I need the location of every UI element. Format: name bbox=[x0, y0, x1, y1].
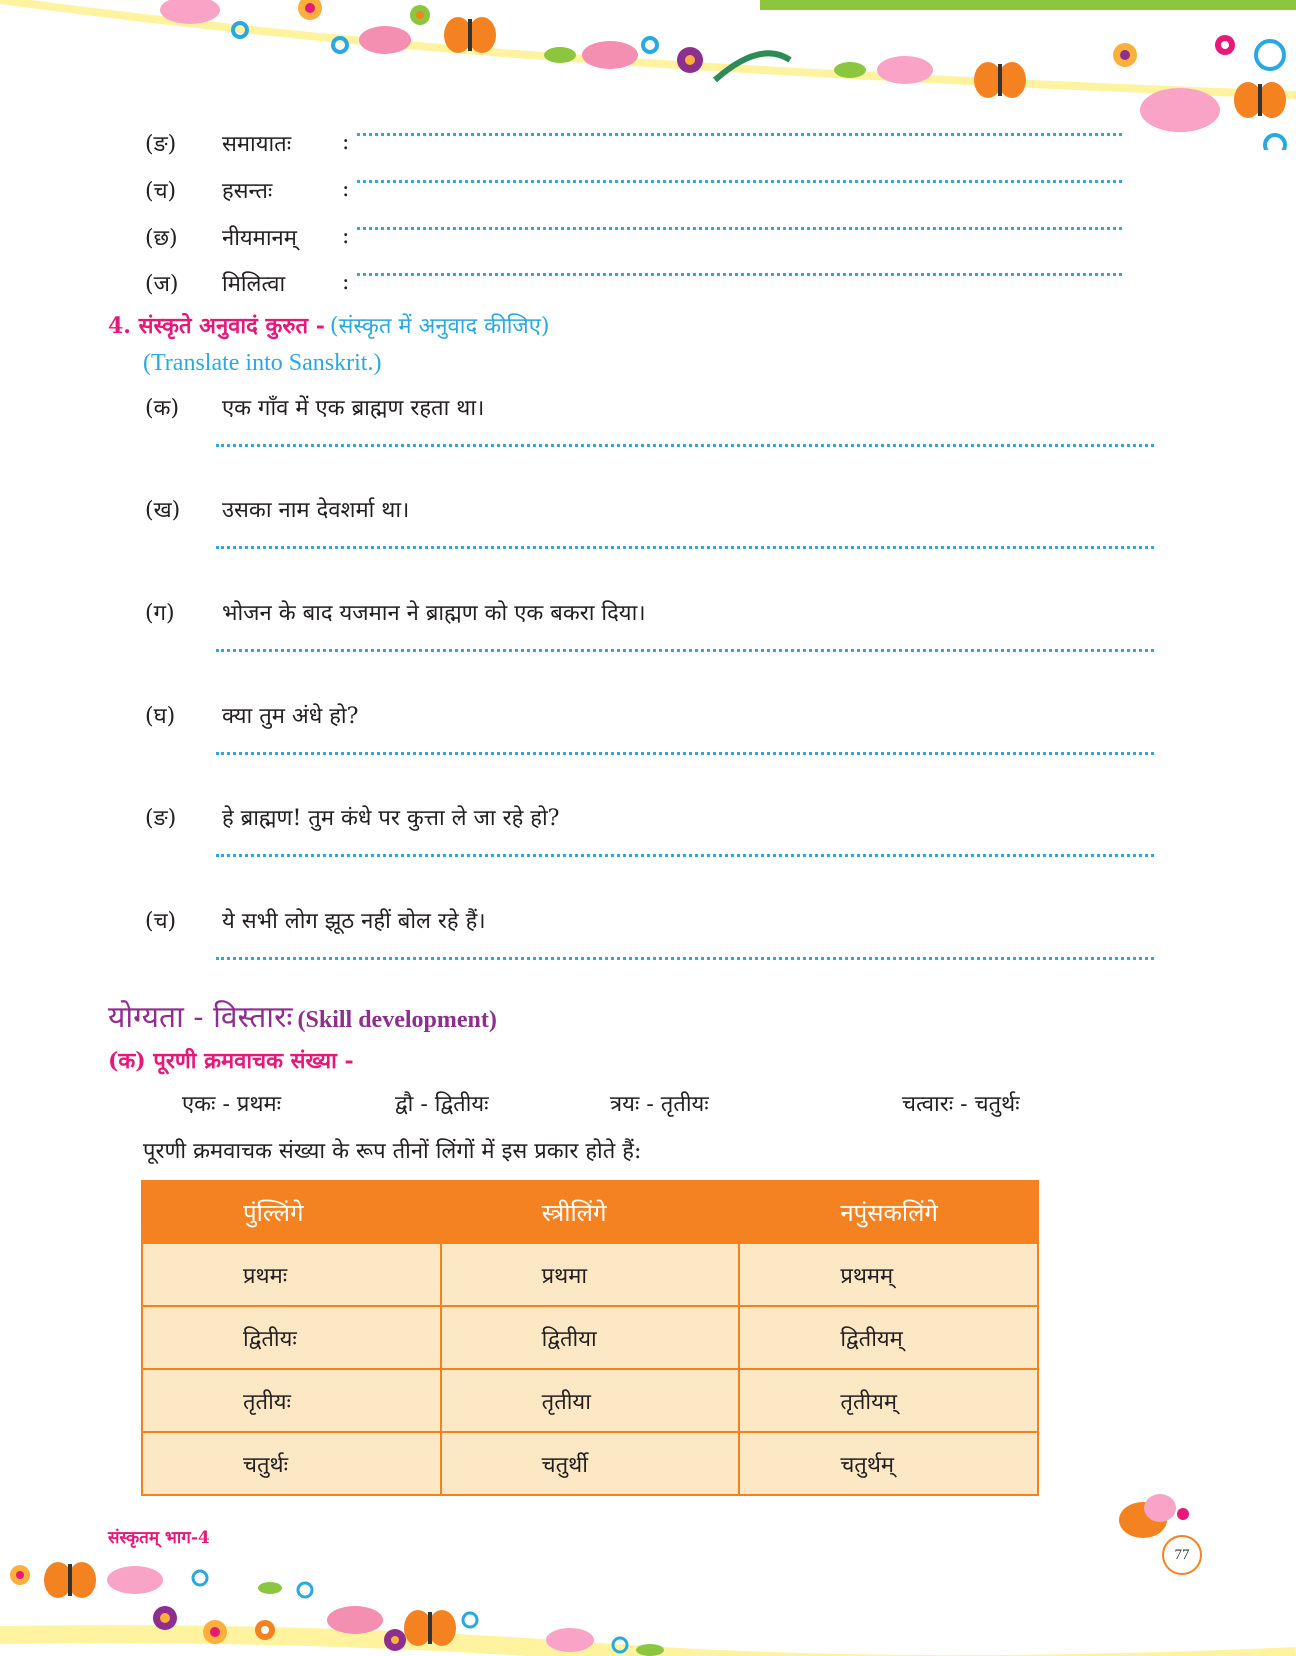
table-row bbox=[142, 1432, 1038, 1495]
hindi-sentence: उसका नाम देवशर्मा था। bbox=[222, 498, 410, 523]
table-cell: प्रथमा bbox=[441, 1243, 740, 1306]
translate-item-5 bbox=[145, 802, 559, 832]
colon: : bbox=[342, 224, 350, 249]
skill-heading bbox=[108, 995, 497, 1036]
exercise4-title: 4. संस्कृते अनुवादं कुरुत - bbox=[108, 313, 325, 339]
header-neuter: नपुंसकलिंगे bbox=[739, 1181, 1038, 1243]
item-marker: (घ) bbox=[145, 704, 176, 729]
item-marker: (ख) bbox=[145, 498, 181, 523]
ordinal-4: चत्वारः - चतुर्थः bbox=[902, 1092, 1020, 1117]
butterfly-icon bbox=[974, 62, 1026, 98]
table-header-row bbox=[142, 1181, 1038, 1243]
item-marker: (छ) bbox=[145, 226, 178, 251]
answer-line[interactable] bbox=[357, 273, 1122, 276]
skill-english: (Skill development) bbox=[297, 1007, 497, 1033]
answer-line[interactable] bbox=[357, 180, 1122, 183]
answer-line[interactable] bbox=[216, 957, 1154, 960]
header-masculine: पुंल्लिंगे bbox=[142, 1181, 441, 1243]
exercise4-english-instruction: (Translate into Sanskrit.) bbox=[143, 350, 382, 376]
answer-line[interactable] bbox=[216, 854, 1154, 857]
answer-line[interactable] bbox=[216, 546, 1154, 549]
translate-item-3 bbox=[145, 597, 646, 627]
butterfly-icon bbox=[1234, 82, 1286, 118]
table-cell: प्रथमम् bbox=[739, 1243, 1038, 1306]
answer-line[interactable] bbox=[216, 444, 1154, 447]
answer-line[interactable] bbox=[216, 752, 1154, 755]
table-cell: प्रथमः bbox=[142, 1243, 441, 1306]
sanskrit-word: मिलित्वा bbox=[222, 272, 286, 297]
exercise4-heading bbox=[108, 310, 550, 340]
table-cell: तृतीया bbox=[441, 1369, 740, 1432]
ex3-row-2 bbox=[145, 175, 272, 205]
butterfly-icon bbox=[404, 1610, 456, 1646]
ordinal-gender-table bbox=[141, 1180, 1039, 1496]
item-marker: (ग) bbox=[145, 601, 175, 626]
table-cell: तृतीयम् bbox=[739, 1369, 1038, 1432]
table-cell: चतुर्थम् bbox=[739, 1432, 1038, 1495]
colon: : bbox=[342, 177, 350, 202]
sanskrit-word: समायातः bbox=[222, 132, 292, 157]
page-number: 77 bbox=[1162, 1535, 1202, 1575]
table-cell: चतुर्थी bbox=[441, 1432, 740, 1495]
header-feminine: स्त्रीलिंगे bbox=[441, 1181, 740, 1243]
hindi-sentence: ये सभी लोग झूठ नहीं बोल रहे हैं। bbox=[222, 909, 486, 934]
ex3-row-3 bbox=[145, 222, 297, 252]
table-row bbox=[142, 1369, 1038, 1432]
table-row bbox=[142, 1306, 1038, 1369]
sanskrit-word: हसन्तः bbox=[222, 179, 273, 204]
answer-line[interactable] bbox=[216, 649, 1154, 652]
item-marker: (क) bbox=[145, 396, 180, 421]
ex3-row-1 bbox=[145, 128, 291, 158]
hindi-sentence: भोजन के बाद यजमान ने ब्राह्मण को एक बकरा दिया। bbox=[222, 601, 646, 626]
ordinal-sentence: पूरणी क्रमवाचक संख्या के रूप तीनों लिंगों में इस प्रकार होते हैं: bbox=[143, 1139, 642, 1164]
table-cell: तृतीयः bbox=[142, 1369, 441, 1432]
translate-item-2 bbox=[145, 494, 409, 524]
ordinal-2: द्वौ - द्वितीयः bbox=[395, 1092, 489, 1117]
flower-icon bbox=[298, 0, 1235, 73]
butterfly-icon bbox=[44, 1562, 96, 1598]
table-cell: द्वितीयः bbox=[142, 1306, 441, 1369]
item-marker: (ज) bbox=[145, 272, 179, 297]
colon: : bbox=[342, 130, 350, 155]
skill-title: योग्यता - विस्तारः bbox=[108, 1000, 293, 1035]
ordinal-1: एकः - प्रथमः bbox=[182, 1092, 282, 1117]
item-marker: (ङ) bbox=[145, 806, 177, 831]
table-row bbox=[142, 1243, 1038, 1306]
bottom-floral-border bbox=[0, 1540, 1296, 1656]
translate-item-1 bbox=[145, 392, 484, 422]
table-cell: द्वितीया bbox=[441, 1306, 740, 1369]
item-marker: (च) bbox=[145, 909, 177, 934]
butterfly-icon bbox=[444, 17, 496, 53]
table-cell: चतुर्थः bbox=[142, 1432, 441, 1495]
item-marker: (च) bbox=[145, 179, 177, 204]
translate-item-6 bbox=[145, 905, 486, 935]
sanskrit-word: नीयमानम् bbox=[222, 226, 297, 251]
ex3-row-4 bbox=[145, 268, 285, 298]
exercise4-hindi-instruction: (संस्कृत में अनुवाद कीजिए) bbox=[329, 314, 550, 339]
ordinal-subheading: (क) पूरणी क्रमवाचक संख्या - bbox=[108, 1048, 354, 1074]
green-band bbox=[760, 0, 1296, 10]
hindi-sentence: हे ब्राह्मण! तुम कंधे पर कुत्ता ले जा रहे हो? bbox=[222, 806, 560, 831]
ordinal-3: त्रयः - तृतीयः bbox=[610, 1092, 709, 1117]
hindi-sentence: एक गाँव में एक ब्राह्मण रहता था। bbox=[222, 396, 485, 421]
answer-line[interactable] bbox=[357, 227, 1122, 230]
hindi-sentence: क्या तुम अंधे हो? bbox=[222, 704, 359, 729]
item-marker: (ङ) bbox=[145, 132, 177, 157]
book-title: संस्कृतम् भाग-4 bbox=[108, 1528, 210, 1548]
translate-item-4 bbox=[145, 700, 358, 730]
answer-line[interactable] bbox=[357, 133, 1122, 136]
table-cell: द्वितीयम् bbox=[739, 1306, 1038, 1369]
colon: : bbox=[342, 270, 350, 295]
